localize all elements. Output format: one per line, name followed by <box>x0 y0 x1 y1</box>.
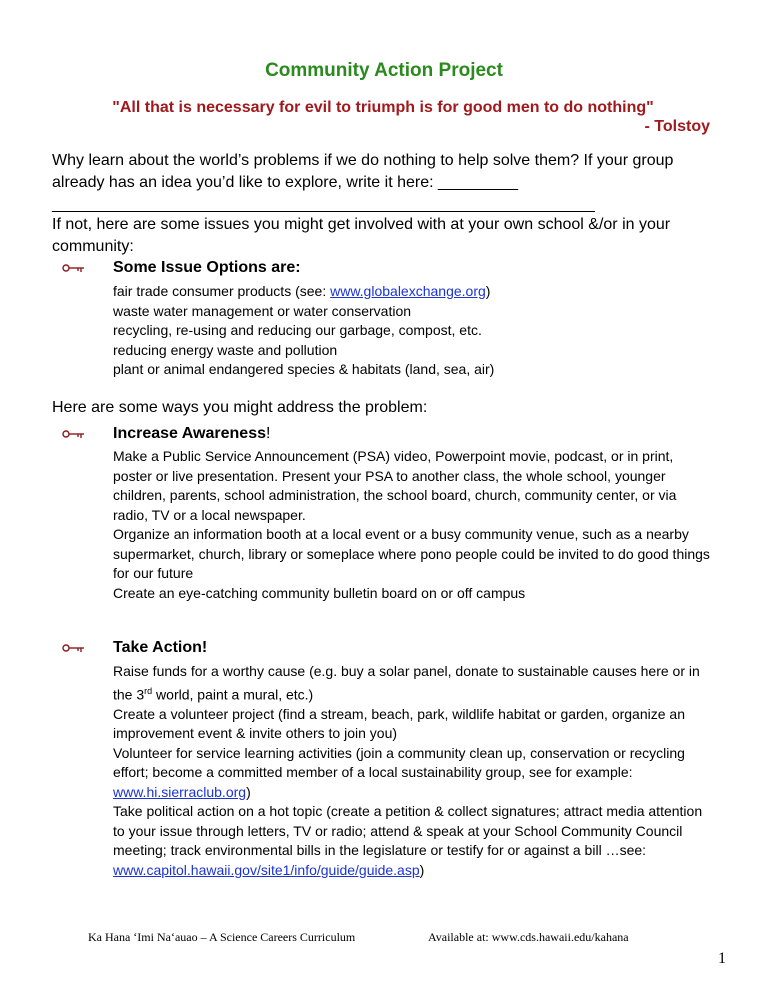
superscript: rd <box>144 685 153 696</box>
key-icon <box>62 262 86 274</box>
list-item: plant or animal endangered species & habitats (land, sea, air) <box>113 361 495 377</box>
footer-curriculum: Ka Hana ‘Imi Na‘auao – A Science Careers Curriculum <box>88 930 356 944</box>
list-item <box>113 662 713 705</box>
list-item-text: ) <box>485 283 491 299</box>
list-item <box>113 744 713 803</box>
list-item: waste water management or water conservation <box>113 302 412 319</box>
list-item-text: Volunteer for service learning activities (join a community clean up, conservation or recycling effort; become a committed member of a local sustainability group, see for example: <box>113 744 685 781</box>
list-item-text: fair trade consumer products (see: <box>113 283 331 299</box>
awareness-heading-text: Increase Awareness <box>113 425 266 442</box>
list-item: Organize an information booth at a local event or a busy community venue, such as a nearby supermarket, church, library or someplace where pono people could be invited to do good things for our future <box>113 526 710 581</box>
action-heading: Take Action! <box>113 639 208 656</box>
list-item-text: Raise funds for a worthy cause (e.g. buy a solar panel, donate to sustainable causes here or in the 3 <box>113 663 700 703</box>
issues-intro: If not, here are some issues you might get involved with at your own school &/or in your community: <box>52 216 671 255</box>
page-number: 1 <box>718 950 726 967</box>
list-item: Create an eye-catching community bulletin board on or off campus <box>113 584 526 601</box>
list-item <box>113 802 713 880</box>
list-item-text: ) <box>419 861 425 878</box>
quote-author: - Tolstoy <box>644 118 710 135</box>
awareness-heading <box>113 425 270 443</box>
list-item-text: Take political action on a hot topic (create a petition & collect signatures; attract media attention to your issue through letters, TV or radio; attend & speak at your School Community Council meeting; track environmental bills in the legislature or testify for or against a bill …see: <box>113 803 703 859</box>
list-item: Create a volunteer project (find a stream, beach, park, wildlife habitat or garden, organize an improvement event & invite others to join you) <box>113 705 685 742</box>
write-in-blank: _____________________________________________________________ <box>52 196 595 213</box>
awareness-heading-tail: ! <box>266 425 271 442</box>
awareness-list <box>113 447 713 603</box>
sierraclub-link[interactable]: www.hi.sierraclub.org <box>113 783 247 800</box>
ways-intro: Here are some ways you might address the problem: <box>52 399 428 416</box>
issues-heading: Some Issue Options are: <box>113 259 301 276</box>
list-item-text: ) <box>246 783 251 800</box>
list-item: recycling, re-using and reducing our garbage, compost, etc. <box>113 322 482 338</box>
list-item: reducing energy waste and pollution <box>113 341 338 358</box>
action-list <box>113 662 713 880</box>
quote-text: "All that is necessary for evil to triumph is for good men to do nothing" <box>112 99 654 116</box>
intro-text: Why learn about the world’s problems if we do nothing to help solve them? If your group already has an idea you’d like to explore, write it here: _________ <box>52 152 674 191</box>
list-item: Make a Public Service Announcement (PSA) video, Powerpoint movie, podcast, or in print, poster or live presentation. Present your PSA to another class, the whole school, younger children, parents, school administration, the school board, church, community center, or via radio, TV or a local newspaper. <box>113 448 677 523</box>
footer-availability: Available at: www.cds.hawaii.edu/kahana <box>428 930 629 944</box>
intro-paragraph <box>52 150 722 216</box>
list-item-text: world, paint a mural, etc.) <box>152 686 314 703</box>
issues-list <box>113 282 713 380</box>
globalexchange-link[interactable]: www.globalexchange.org <box>330 283 486 299</box>
list-item <box>113 282 713 302</box>
key-icon <box>62 428 86 440</box>
key-icon <box>62 642 86 654</box>
page-title: Community Action Project <box>265 60 503 81</box>
capitol-guide-link[interactable]: www.capitol.hawaii.gov/site1/info/guide/guide.asp <box>113 861 420 878</box>
